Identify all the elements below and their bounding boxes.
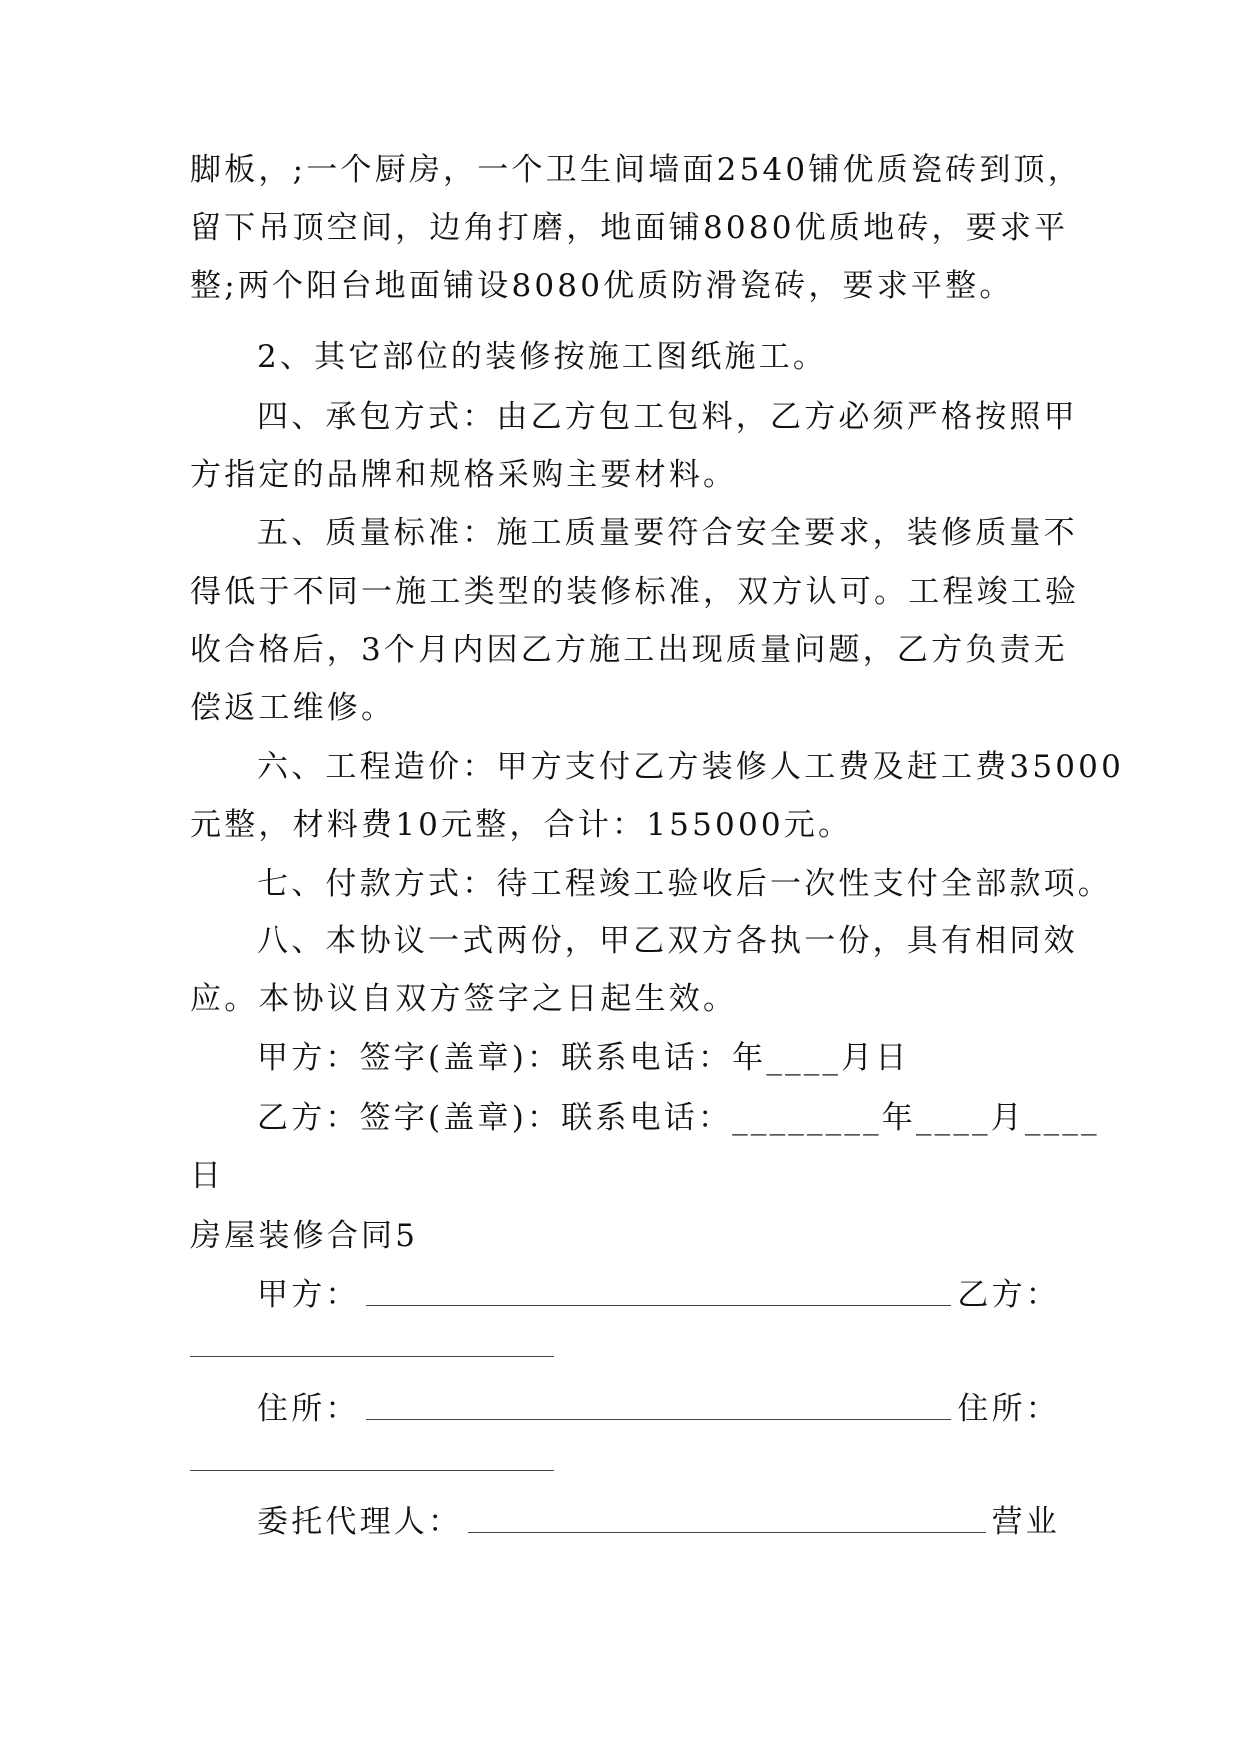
signature-line-party-a: 甲方：签字(盖章)：联系电话：年____月日 [257, 1040, 910, 1076]
paragraph-line: 收合格后，3个月内因乙方施工出现质量问题，乙方负责无 [190, 632, 1068, 668]
party-a-label: 甲方： [257, 1277, 360, 1313]
paragraph-line: 应。本协议自双方签字之日起生效。 [190, 981, 738, 1017]
party-a-field-row [257, 1275, 1060, 1315]
section-title: 房屋装修合同5 [190, 1218, 419, 1254]
paragraph-line: 方指定的品牌和规格采购主要材料。 [190, 457, 738, 493]
address-a-blank[interactable] [366, 1418, 952, 1420]
paragraph-line: 整;两个阳台地面铺设8080优质防滑瓷砖，要求平整。 [190, 268, 1014, 304]
paragraph-line: 五、质量标准：施工质量要符合安全要求，装修质量不 [257, 515, 1078, 551]
paragraph-line: 八、本协议一式两份，甲乙双方各执一份，具有相同效 [257, 923, 1078, 959]
paragraph-line: 七、付款方式：待工程竣工验收后一次性支付全部款项。 [257, 866, 1112, 902]
paragraph-line: 日 [190, 1158, 225, 1194]
paragraph-line: 2、其它部位的装修按施工图纸施工。 [257, 339, 828, 375]
paragraph-line: 偿返工维修。 [190, 690, 396, 726]
paragraph-line: 四、承包方式：由乙方包工包料，乙方必须严格按照甲 [257, 399, 1078, 435]
address-field-row [257, 1389, 1060, 1429]
party-b-label: 乙方： [957, 1277, 1060, 1313]
paragraph-line: 脚板，;一个厨房，一个卫生间墙面2540铺优质瓷砖到顶， [190, 152, 1082, 188]
business-label: 营业 [991, 1504, 1060, 1540]
agent-label: 委托代理人： [257, 1504, 463, 1540]
party-b-blank[interactable] [190, 1356, 554, 1357]
paragraph-line: 元整，材料费10元整，合计：155000元。 [190, 807, 853, 843]
paragraph-line: 六、工程造价：甲方支付乙方装修人工费及赶工费35000 [257, 749, 1125, 785]
agent-blank[interactable] [468, 1531, 985, 1533]
paragraph-line: 得低于不同一施工类型的装修标准，双方认可。工程竣工验 [190, 574, 1080, 610]
signature-line-party-b: 乙方：签字(盖章)：联系电话：________年____月____ [257, 1100, 1100, 1136]
agent-field-row [257, 1502, 1060, 1542]
address-b-label: 住所： [957, 1391, 1060, 1427]
address-b-blank[interactable] [190, 1470, 554, 1471]
party-a-blank[interactable] [366, 1304, 952, 1306]
address-label: 住所： [257, 1391, 360, 1427]
paragraph-line: 留下吊顶空间，边角打磨，地面铺8080优质地砖，要求平 [190, 210, 1069, 246]
